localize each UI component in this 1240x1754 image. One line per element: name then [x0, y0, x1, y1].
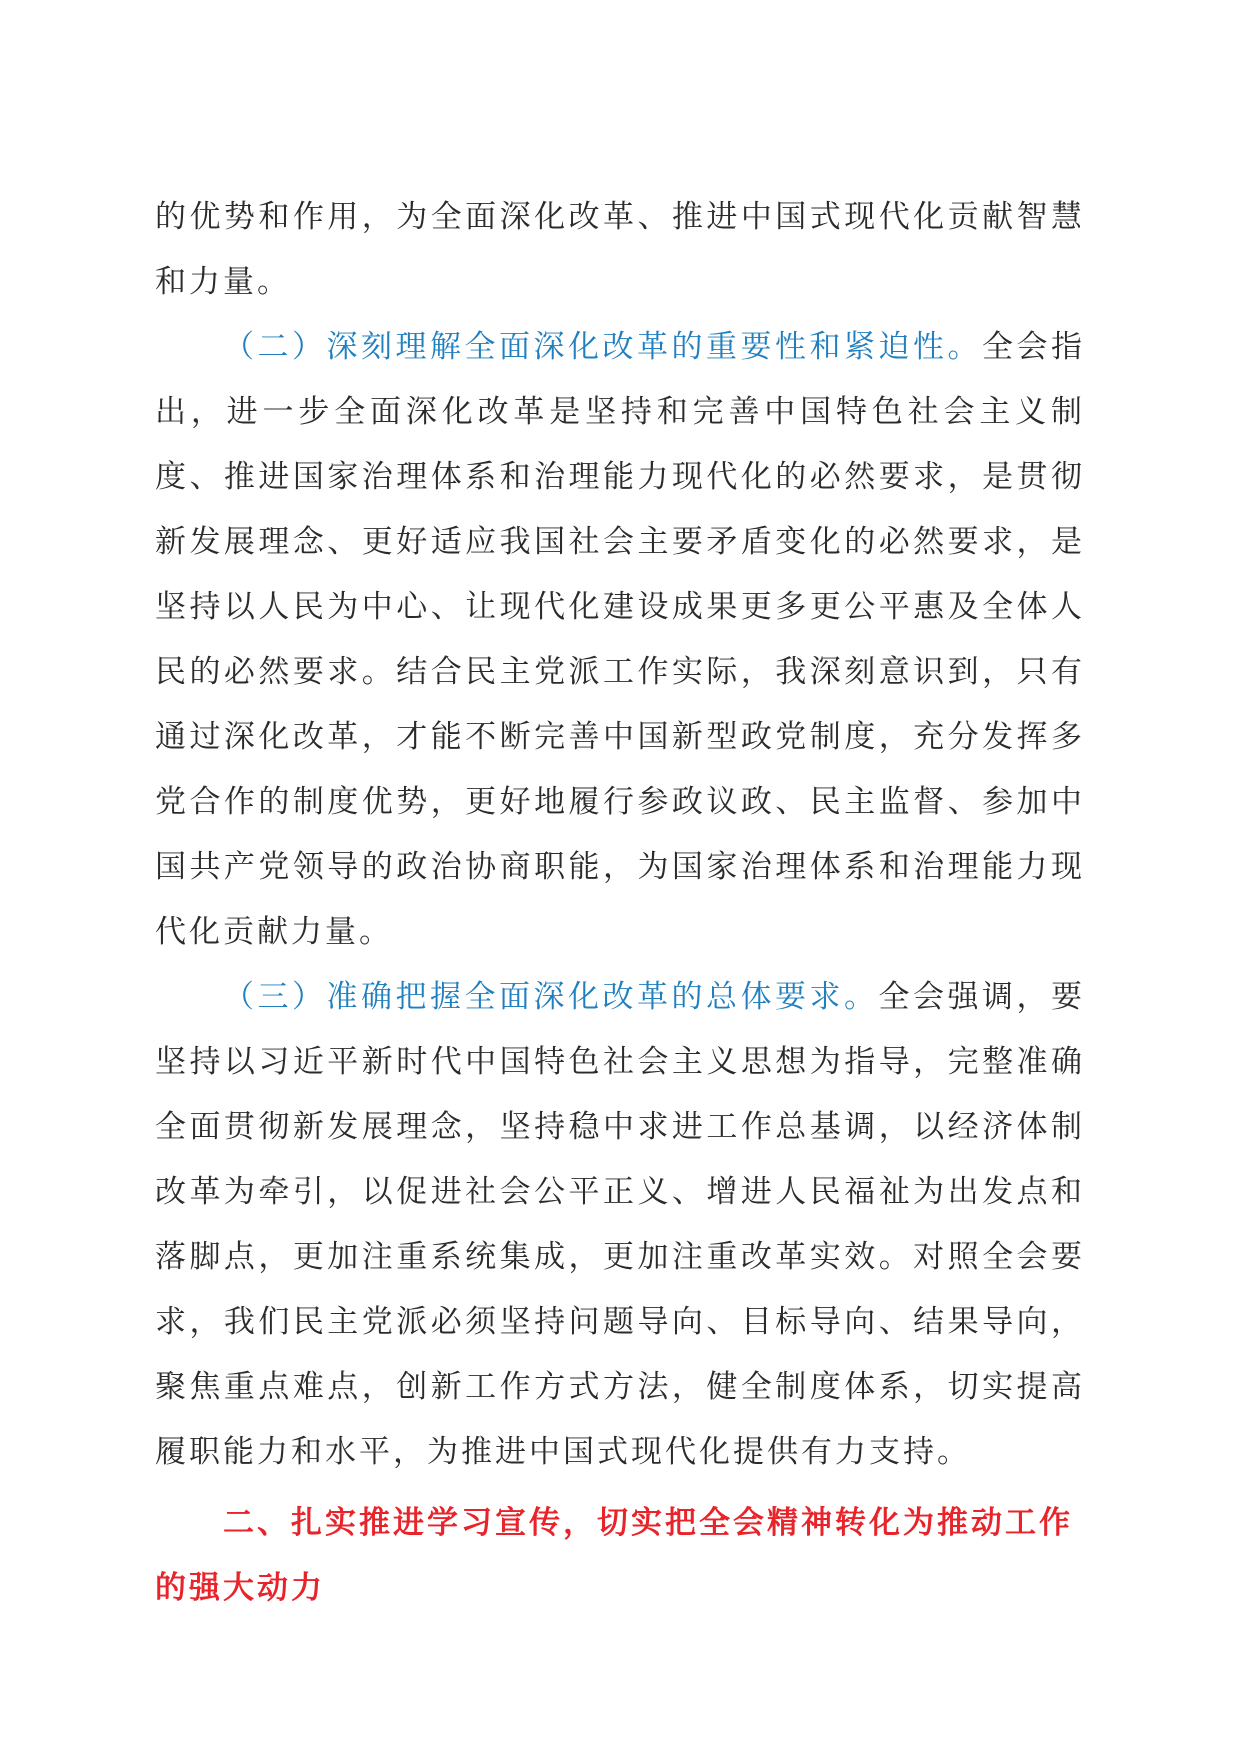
section-three-lead: （三）准确把握全面深化改革的总体要求。	[223, 979, 879, 1015]
paragraph-section-three	[155, 965, 1085, 1485]
heading-two: 二、扎实推进学习宣传，切实把全会精神转化为推动工作的强大动力	[155, 1505, 1073, 1606]
paragraph-continuation: 的优势和作用，为全面深化改革、推进中国式现代化贡献智慧和力量。	[155, 199, 1085, 300]
paragraph-section-two	[155, 315, 1085, 965]
document-page	[155, 185, 1085, 1621]
section-two-lead: （二）深刻理解全面深化改革的重要性和紧迫性。	[223, 329, 982, 365]
section-two-body: 全会指出，进一步全面深化改革是坚持和完善中国特色社会主义制度、推进国家治理体系和治理能力现代化的必然要求，是贯彻新发展理念、更好适应我国社会主要矛盾变化的必然要求，是坚持以人民为中心、让现代化建设成果更多更公平惠及全体人民的必然要求。结合民主党派工作实际，我深刻意识到，只有通过深化改革，才能不断完善中国新型政党制度，充分发挥多党合作的制度优势，更好地履行参政议政、民主监督、参加中国共产党领导的政治协商职能，为国家治理体系和治理能力现代化贡献力量。	[155, 329, 1085, 950]
section-three-body: 全会强调，要坚持以习近平新时代中国特色社会主义思想为指导，完整准确全面贯彻新发展理念，坚持稳中求进工作总基调，以经济体制改革为牵引，以促进社会公平正义、增进人民福祉为出发点和落脚点，更加注重系统集成，更加注重改革实效。对照全会要求，我们民主党派必须坚持问题导向、目标导向、结果导向，聚焦重点难点，创新工作方式方法，健全制度体系，切实提高履职能力和水平，为推进中国式现代化提供有力支持。	[155, 979, 1085, 1470]
